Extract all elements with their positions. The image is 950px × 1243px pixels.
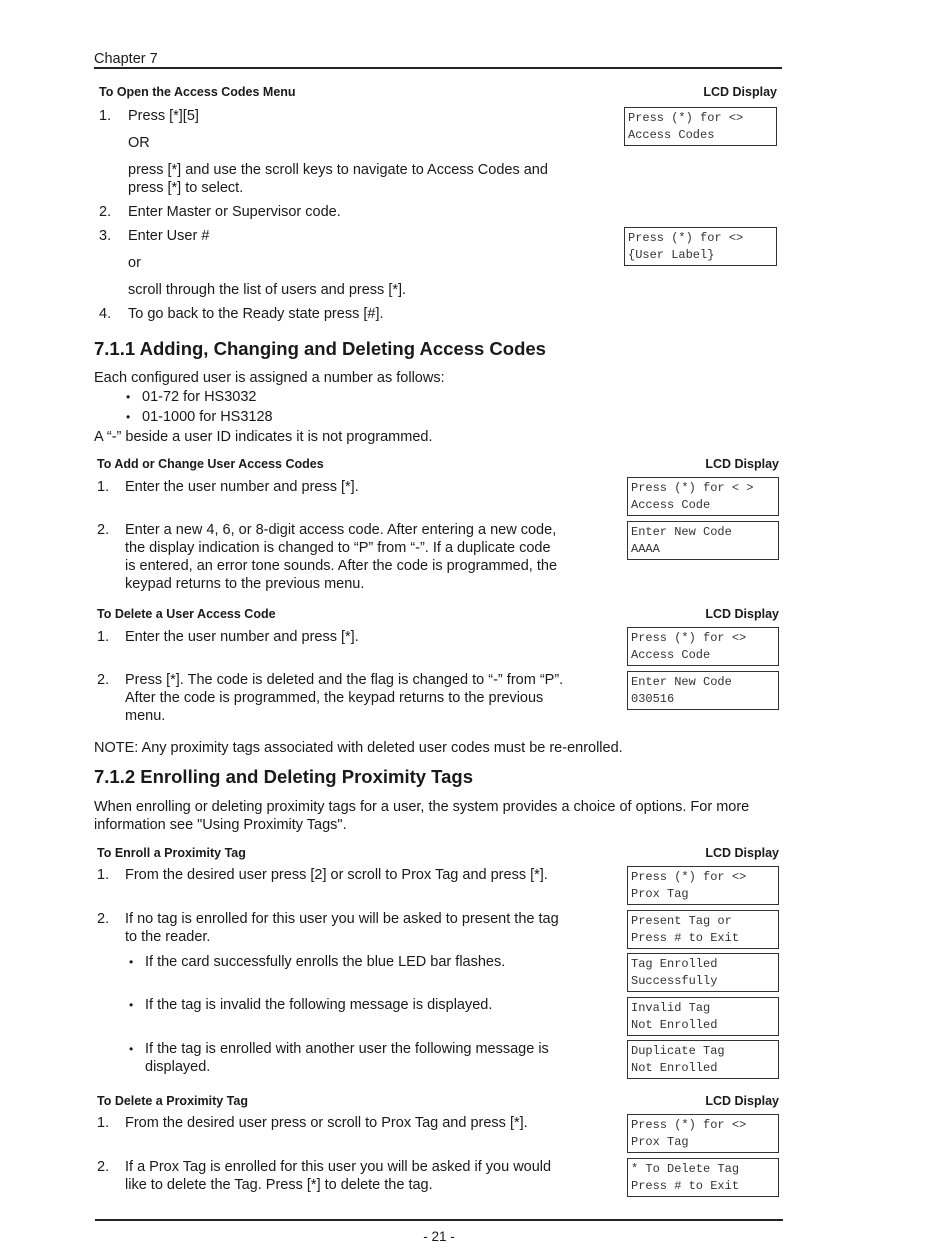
step-text: is entered, an error tone sounds. After the code is programmed, the <box>125 558 558 574</box>
lcd-line: Access Codes <box>628 128 715 142</box>
bullet-item: • 01-1000 for HS3128 <box>142 408 273 426</box>
lcd-display <box>627 910 779 949</box>
paragraph: When enrolling or deleting proximity tags for a user, the system provides a choice of options. For more <box>94 799 750 815</box>
paragraph: A “-” beside a user ID indicates it is not programmed. <box>94 429 433 445</box>
step-text: the display indication is changed to “P” from “-”. If a duplicate code <box>125 540 551 556</box>
lcd-display <box>627 521 779 560</box>
lcd-line: Prox Tag <box>631 887 689 901</box>
step-text: Enter User # <box>128 228 210 244</box>
step-number: 2. <box>99 204 112 220</box>
step-number: 1. <box>97 629 110 645</box>
delete-code-title: To Delete a User Access Code <box>97 607 276 621</box>
lcd-line: Invalid Tag <box>631 1001 711 1015</box>
lcd-line: Press (*) for <> <box>628 111 744 125</box>
lcd-line: Press (*) for <> <box>628 231 744 245</box>
section-heading: 7.1.2 Enrolling and Deleting Proximity Tags <box>94 766 473 787</box>
lcd-line: Press (*) for <> <box>631 631 747 645</box>
lcd-display <box>627 1114 779 1153</box>
lcd-display <box>627 1040 779 1079</box>
lcd-display <box>627 477 779 516</box>
section-heading: 7.1.1 Adding, Changing and Deleting Access Codes <box>94 338 546 359</box>
step-number: 2. <box>97 672 110 688</box>
step-text: OR <box>128 135 150 151</box>
step-text: From the desired user press or scroll to Prox Tag and press [*]. <box>125 1115 528 1131</box>
lcd-line: {User Label} <box>628 248 715 262</box>
step-text: From the desired user press [2] or scroll to Prox Tag and press [*]. <box>125 867 548 883</box>
footer-rule <box>95 1219 783 1221</box>
lcd-line: Press # to Exit <box>631 1179 740 1193</box>
step-text: Enter the user number and press [*]. <box>125 479 359 495</box>
lcd-display-header: LCD Display <box>705 607 779 621</box>
lcd-line: * To Delete Tag <box>631 1162 740 1176</box>
step-text: press [*] and use the scroll keys to navigate to Access Codes and <box>128 162 548 178</box>
lcd-display <box>627 627 779 666</box>
lcd-line: Enter New Code <box>631 675 732 689</box>
lcd-line: Access Code <box>631 648 711 662</box>
lcd-line: AAAA <box>631 542 660 556</box>
add-change-title: To Add or Change User Access Codes <box>97 457 324 471</box>
lcd-line: Not Enrolled <box>631 1061 718 1075</box>
lcd-line: Press (*) for <> <box>631 870 747 884</box>
open-menu-title: To Open the Access Codes Menu <box>99 85 296 99</box>
lcd-line: Press (*) for < > <box>631 481 754 495</box>
step-text: displayed. <box>145 1059 211 1075</box>
header-rule <box>94 67 782 69</box>
lcd-line: Press # to Exit <box>631 931 740 945</box>
lcd-display <box>627 671 779 710</box>
lcd-display-header: LCD Display <box>703 85 777 99</box>
chapter-label: Chapter 7 <box>94 51 158 67</box>
step-text: If a Prox Tag is enrolled for this user you will be asked if you would <box>125 1159 552 1175</box>
step-text: press [*] to select. <box>128 180 244 196</box>
lcd-line: Duplicate Tag <box>631 1044 725 1058</box>
step-number: 1. <box>97 1115 110 1131</box>
paragraph: information see "Using Proximity Tags". <box>94 817 347 833</box>
step-number: 4. <box>99 306 112 322</box>
bullet-item: • If the tag is enrolled with another user the following message is <box>145 1040 549 1058</box>
lcd-line: Prox Tag <box>631 1135 689 1149</box>
step-text: scroll through the list of users and press [*]. <box>128 282 407 298</box>
lcd-display-header: LCD Display <box>705 457 779 471</box>
lcd-display <box>624 227 777 266</box>
bullet-item: • 01-72 for HS3032 <box>142 388 256 406</box>
step-number: 2. <box>97 911 110 927</box>
bullet-item: • If the tag is invalid the following message is displayed. <box>145 996 492 1014</box>
step-text: menu. <box>125 708 166 724</box>
page-number: - 21 - <box>423 1229 455 1243</box>
lcd-line: Enter New Code <box>631 525 732 539</box>
step-text: If no tag is enrolled for this user you will be asked to present the tag <box>125 911 559 927</box>
step-number: 1. <box>99 108 112 124</box>
step-text: After the code is programmed, the keypad returns to the previous <box>125 690 544 706</box>
lcd-display <box>627 997 779 1036</box>
step-text: Enter a new 4, 6, or 8-digit access code. After entering a new code, <box>125 522 557 538</box>
step-text: like to delete the Tag. Press [*] to delete the tag. <box>125 1177 433 1193</box>
step-text: Enter the user number and press [*]. <box>125 629 359 645</box>
lcd-line: Successfully <box>631 974 718 988</box>
lcd-line: Not Enrolled <box>631 1018 718 1032</box>
lcd-line: Access Code <box>631 498 711 512</box>
step-number: 2. <box>97 1159 110 1175</box>
lcd-line: Present Tag or <box>631 914 732 928</box>
lcd-display <box>627 1158 779 1197</box>
lcd-display-header: LCD Display <box>705 1094 779 1108</box>
step-text: keypad returns to the previous menu. <box>125 576 365 592</box>
lcd-display <box>627 953 779 992</box>
note: NOTE: Any proximity tags associated with deleted user codes must be re-enrolled. <box>94 740 623 756</box>
bullet-item: • If the card successfully enrolls the blue LED bar flashes. <box>145 953 505 971</box>
step-number: 3. <box>99 228 112 244</box>
step-text: Enter Master or Supervisor code. <box>128 204 341 220</box>
step-text: Press [*][5] <box>128 108 199 124</box>
step-text: or <box>128 255 141 271</box>
paragraph: Each configured user is assigned a number as follows: <box>94 370 445 386</box>
step-number: 1. <box>97 867 110 883</box>
step-text: Press [*]. The code is deleted and the flag is changed to “-” from “P”. <box>125 672 564 688</box>
lcd-display <box>627 866 779 905</box>
step-number: 1. <box>97 479 110 495</box>
step-text: To go back to the Ready state press [#]. <box>128 306 384 322</box>
lcd-line: 030516 <box>631 692 675 706</box>
step-text: to the reader. <box>125 929 211 945</box>
enroll-tag-title: To Enroll a Proximity Tag <box>97 846 246 860</box>
lcd-line: Press (*) for <> <box>631 1118 747 1132</box>
delete-tag-title: To Delete a Proximity Tag <box>97 1094 248 1108</box>
lcd-display-header: LCD Display <box>705 846 779 860</box>
lcd-display <box>624 107 777 146</box>
lcd-line: Tag Enrolled <box>631 957 718 971</box>
step-number: 2. <box>97 522 110 538</box>
